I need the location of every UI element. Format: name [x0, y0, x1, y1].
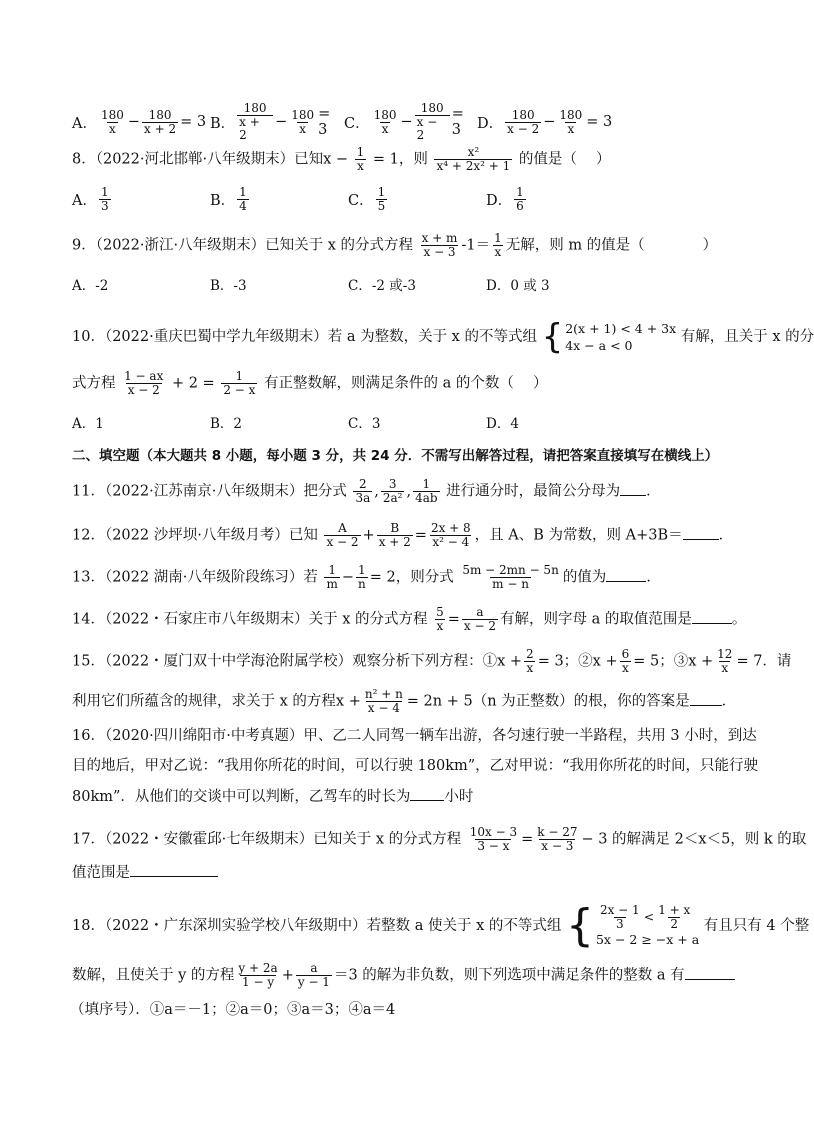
question-10: 10．（2022·重庆巴蜀中学九年级期末）若 a 为整数，关于 x 的不等式组 { 2(x + 1) < 4 + 3x 4x − a < 0 有解，且关于 x 的分 [72, 317, 814, 357]
answer-blank[interactable] [683, 525, 719, 540]
answer-blank[interactable] [690, 691, 722, 706]
fraction: $\frac{1}{x}$ [494, 231, 502, 259]
question-9: 9．（2022·浙江·八年级期末）已知关于 x 的分式方程 $\frac{x + m}{x - 3}$ -1＝ $\frac{1}{x}$ 无解，则 m 的值是（ ） [72, 231, 718, 259]
question-18-line-3: （填序号）．①a＝－1；②a＝0；③a＝3；④a＝4 [70, 1002, 396, 1018]
answer-blank[interactable] [692, 609, 732, 624]
question-8: 8．（2022·河北邯郸·八年级期末）已知x − $\frac{1}{x}$ = 1，则 $\frac{\text{x²}}{\text{x⁴ + 2x² + 1}}$ 的值是（ ） [72, 145, 611, 173]
q8-options [72, 186, 732, 213]
q9-option-c[interactable]: C．-2 或-3 [348, 278, 416, 294]
fraction: $\frac{180}{x}$ [559, 107, 583, 136]
fraction: $\frac{180}{x}$ [291, 107, 315, 136]
q10-option-b[interactable]: B．2 [210, 416, 243, 432]
q9-option-b[interactable]: B．-3 [210, 278, 247, 294]
answer-blank[interactable] [410, 786, 444, 801]
answer-blank[interactable] [685, 965, 735, 980]
question-16-line-2: 目的地后，甲对乙说：“我用你所花的时间，可以行驶 180km”，乙对甲说：“我用你所花的时间，只能行驶 [72, 758, 759, 774]
fraction: $\frac{180}{x}$ [100, 107, 124, 136]
q9-option-d[interactable]: D．0 或 3 [486, 278, 550, 294]
answer-blank[interactable] [606, 567, 646, 582]
q10-option-d[interactable]: D．4 [486, 416, 519, 432]
question-17-line-2: 值范围是 [72, 862, 734, 883]
question-13: 13．（2022 湖南·八年级阶段练习）若 $\frac{1}{m}$ − $\frac{1}{n}$ = 2，则分式 $\frac{5m - 2mn - 5n}{m - n}$ 的值为 ． [72, 563, 661, 591]
q8-option-a[interactable]: A． $\frac{1}{3}$ [72, 185, 109, 213]
question-16-line-3: 80km”．从他们的交谈中可以判断，乙驾车的时长为 小时 [72, 786, 734, 807]
q7-options [72, 102, 732, 142]
answer-blank[interactable] [620, 481, 646, 496]
fraction: $\frac{180}{x - 2}$ [507, 107, 540, 136]
question-16: 16．（2020·四川绵阳市·中考真题）甲、乙二人同驾一辆车出游，各匀速行驶一半路程，共用 3 小时，到达 [72, 728, 757, 744]
q9-options [72, 274, 732, 294]
question-15: 15．（2022・厦门双十中学海沧附属学校）观察分析下列方程：①x + $\frac{2}{x}$ = 3；②x + $\frac{6}{x}$ = 5；③x + $\frac{12}{x}$ = 7．请 [72, 647, 792, 675]
inequality-system: { $\frac{2x - 1}{3}$ < $\frac{1 + x}{2}$ 5x − 2 ≥ −x + a [565, 900, 700, 951]
inequality-system: { 2(x + 1) < 4 + 3x 4x − a < 0 [541, 317, 677, 357]
q7-option-a[interactable]: A． $\frac{180}{x}$ − $\frac{180}{x + 2}$ = 3 [72, 107, 207, 136]
section-heading: 二、填空题（本大题共 8 小题，每小题 3 分，共 24 分．不需写出解答过程，请把答案直接填写在横线上） [72, 448, 719, 464]
answer-blank[interactable] [130, 862, 218, 877]
q8-option-d[interactable]: D． $\frac{1}{6}$ [486, 185, 524, 213]
question-10-line-2: 式方程 $\frac{1 - ax}{x - 2}$ + 2 = $\frac{1}{2 - x}$ 有正整数解，则满足条件的 a 的个数（ ） [72, 369, 548, 397]
question-12: 12．（2022 沙坪坝·八年级月考）已知 $\frac{A}{x - 2}$ + $\frac{B}{x + 2}$ = $\frac{2x + 8}{\text{x² − 4}}$ ，且 A、B 为常数，则 A+3B＝ ． [72, 521, 734, 549]
q9-option-a[interactable]: A．-2 [72, 278, 109, 294]
q10-option-a[interactable]: A．1 [72, 416, 104, 432]
fraction: $\frac{\text{x²}}{\text{x⁴ + 2x² + 1}}$ [436, 145, 511, 173]
fraction: $\frac{1}{x}$ [356, 145, 365, 173]
fraction: $\frac{180}{x + 2}$ [237, 102, 273, 142]
fraction: $\frac{180}{x - 2}$ [415, 102, 450, 142]
q10-options [72, 412, 732, 432]
q7-option-c[interactable]: C． $\frac{180}{x}$ − $\frac{180}{x - 2}$ = 3 [344, 101, 464, 142]
fraction: $\frac{1 - ax}{x - 2}$ [124, 369, 164, 397]
fraction: $\frac{1}{2 - x}$ [223, 369, 256, 397]
q8-option-c[interactable]: C． $\frac{1}{5}$ [348, 185, 386, 213]
question-17: 17．（2022・安徽霍邱·七年级期末）已知关于 x 的分式方程 $\frac{10x - 3}{3 - x}$ = $\frac{k - 27}{x - 3}$ − 3 的解满足 2＜x＜5，则 k 的取 [72, 825, 807, 853]
q7-option-d[interactable]: D． $\frac{180}{x - 2}$ − $\frac{180}{x}$ = 3 [477, 107, 613, 136]
fraction: $\frac{180}{x + 2}$ [144, 107, 177, 136]
q7-option-b[interactable]: B． $\frac{180}{x + 2}$ − $\frac{180}{x}$ = 3 [210, 101, 331, 142]
q10-option-c[interactable]: C．3 [348, 416, 381, 432]
fraction: $\frac{180}{x}$ [373, 107, 397, 136]
q8-option-b[interactable]: B． $\frac{1}{4}$ [210, 185, 247, 213]
question-18: 18．（2022・广东深圳实验学校八年级期中）若整数 a 使关于 x 的不等式组 { $\frac{2x - 1}{3}$ < $\frac{1 + x}{2}$ 5x − 2 ≥ −x + a 有且只有 4 个整 [72, 900, 810, 951]
fraction: $\frac{x + m}{x - 3}$ [421, 231, 458, 259]
option-letter: A． [72, 115, 97, 132]
question-15-line-2: 利用它们所蕴含的规律，求关于 x 的方程x + $\frac{\text{n² + n}}{x - 4}$ = 2n + 5（n 为正整数）的根，你的答案是 ． [72, 687, 737, 715]
question-14: 14．（2022・石家庄市八年级期末）关于 x 的分式方程 $\frac{5}{x}$ = $\frac{a}{x - 2}$ 有解，则字母 a 的取值范围是 。 [72, 605, 747, 633]
question-18-line-2: 数解，且使关于 y 的方程 $\frac{y + 2a}{1 - y}$ + $\frac{a}{y - 1}$ ＝3 的解为非负数，则下列选项中满足条件的整数 a 有 [72, 962, 734, 989]
question-11: 11．（2022·江苏南京·八年级期末）把分式 $\frac{2}{3a}$ , $\frac{3}{\text{2a²}}$ , $\frac{1}{4ab}$ 进行通分时，最简公分母为 ． [72, 477, 661, 505]
